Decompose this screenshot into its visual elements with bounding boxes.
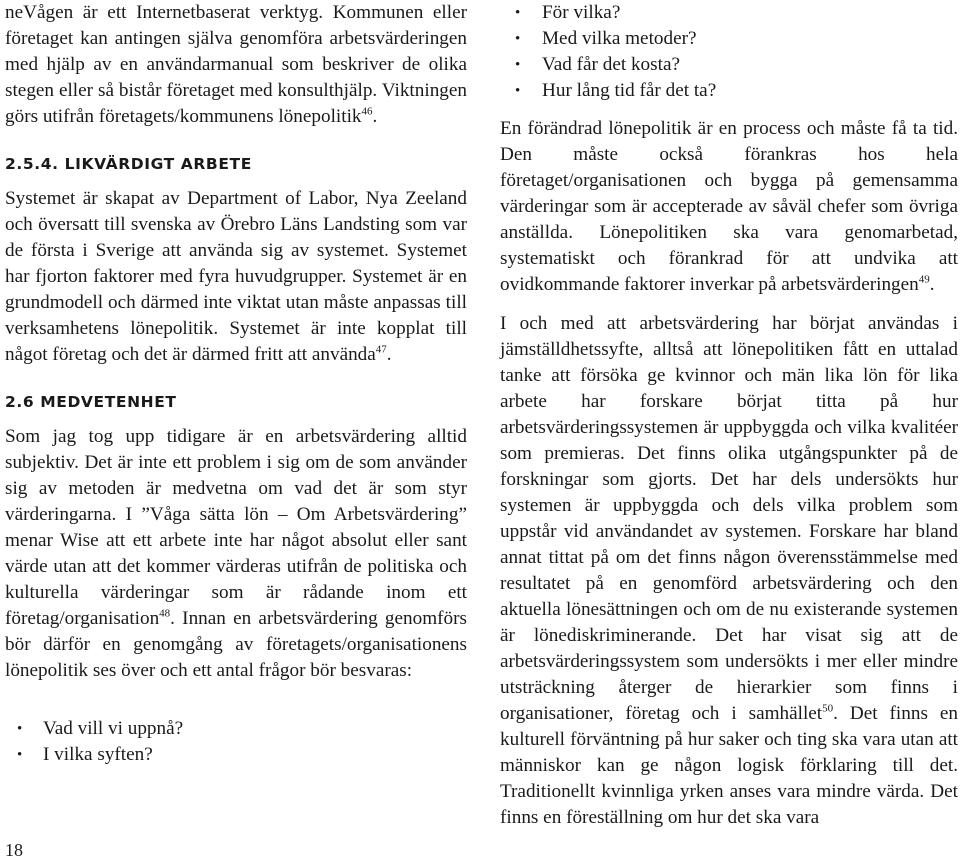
page-number: 18 <box>5 840 23 860</box>
footnote-ref-46[interactable]: 46 <box>361 105 373 118</box>
paragraph-tail: . Det finns en kulturell förväntning på hur saker och ting ska vara utan att människor kan ge någon logisk förklaring till det. Traditionellt kvinnliga yrken anses vara mindre värda. Det finns en föreställning om hur det ska vara <box>500 703 958 828</box>
lonepolitik-paragraph <box>500 116 958 298</box>
paragraph-tail: . <box>386 344 392 365</box>
list-item: • Vad vill vi uppnå? <box>5 716 467 742</box>
heading-2-5-4: 2.5.4. LIKVÄRDIGT ARBETE <box>5 155 252 173</box>
list-item: • I vilka syften? <box>5 742 467 768</box>
footnote-ref-47[interactable]: 47 <box>375 343 387 356</box>
list-item: • Vad får det kosta? <box>500 52 958 78</box>
paragraph-text: Som jag tog upp tidigare är en arbetsvärdering alltid subjektiv. Det är inte ett problem i sig om de som använder sig av metoden är medvetna om vad det är som styr värderingarna. I ”Våga sätta lön – Om Arbetsvärdering” menar Wise att ett arbete inte har något absolut eller sant värde utan att det kommer värderas utifrån de politiska och kulturella värderingar som är rådande inom ett företag/organisation <box>5 426 467 629</box>
left-column <box>5 0 467 768</box>
right-column <box>500 0 958 831</box>
paragraph-tail: . Innan en arbetsvärdering genomförs bör därför en genomgång av företagets/organisationens lönepolitik ses över och ett antal frågor bör besvaras: <box>5 608 467 681</box>
medvetenhet-paragraph <box>5 424 467 684</box>
likvardigt-arbete-paragraph <box>5 186 467 368</box>
list-item: • Hur lång tid får det ta? <box>500 78 958 104</box>
paragraph-text: En förändrad lönepolitik är en process och måste få ta tid. Den måste också förankras hos hela företaget/organisationen och bygga på gemensamma värderingar som är accepterade av såväl chefer som övriga anställda. Lönepolitiken ska vara genomarbetad, systematiskt och förankrad för att undvika att ovidkommande faktorer inverkar på arbetsvärderingen <box>500 118 958 295</box>
footnote-ref-48[interactable]: 48 <box>159 607 171 620</box>
heading-2-6: 2.6 MEDVETENHET <box>5 393 177 411</box>
intro-paragraph <box>5 0 467 130</box>
question-list-right <box>500 0 958 104</box>
list-item: • Med vilka metoder? <box>500 26 958 52</box>
paragraph-text: Systemet är skapat av Department of Labor, Nya Zeeland och översatt till svenska av Örebro Läns Landsting som var de första i Sverige att använda sig av systemet. Systemet har fjorton faktorer med fyra huvudgrupper. Systemet är en grundmodell och därmed inte viktat utan måste anpassas till verksamhetens lönepolitik. Systemet är inte kopplat till något företag och det är därmed fritt att använda <box>5 188 467 365</box>
paragraph-tail: . <box>372 106 378 127</box>
question-list-left <box>5 716 467 768</box>
footnote-ref-50[interactable]: 50 <box>822 702 834 715</box>
paragraph-tail: . <box>929 274 935 295</box>
list-item: • För vilka? <box>500 0 958 26</box>
paragraph-text: neVågen är ett Internetbaserat verktyg. Kommunen eller företaget kan antingen själva genomföra arbetsvärderingen med hjälp av en användarmanual som beskriver de olika stegen eller så bistår företaget med konsulthjälp. Viktningen görs utifrån företagets/kommunens lönepolitik <box>5 2 467 127</box>
paragraph-text: I och med att arbetsvärdering har börjat användas i jämställdhetssyfte, alltså att lönepolitiken fått en uttalad tanke att försöka ge kvinnor och män lika lön för lika arbete har forskare börjat titta på hur arbetsvärderingssystemen är uppbyggda och vilka kvalitéer som premieras. Det finns olika utgångspunkter på de forskningar som gjorts. Det har dels undersökts hur systemen är uppbyggda och dels vilka problem som uppstår vid användandet av systemen. Forskare har bland annat tittat på om det finns någon överensstämmelse med resultatet på en genomförd arbetsvärdering och den aktuella lönesättningen och om de nu existerande systemen är lönediskriminerande. Det har visat sig att de arbetsvärderingssystem som undersökts i mer eller mindre utsträckning återger de hierarkier som finns i organisationer, företag och i samhället <box>500 313 958 724</box>
jamstalldhet-paragraph <box>500 311 958 831</box>
footnote-ref-49[interactable]: 49 <box>918 273 930 286</box>
